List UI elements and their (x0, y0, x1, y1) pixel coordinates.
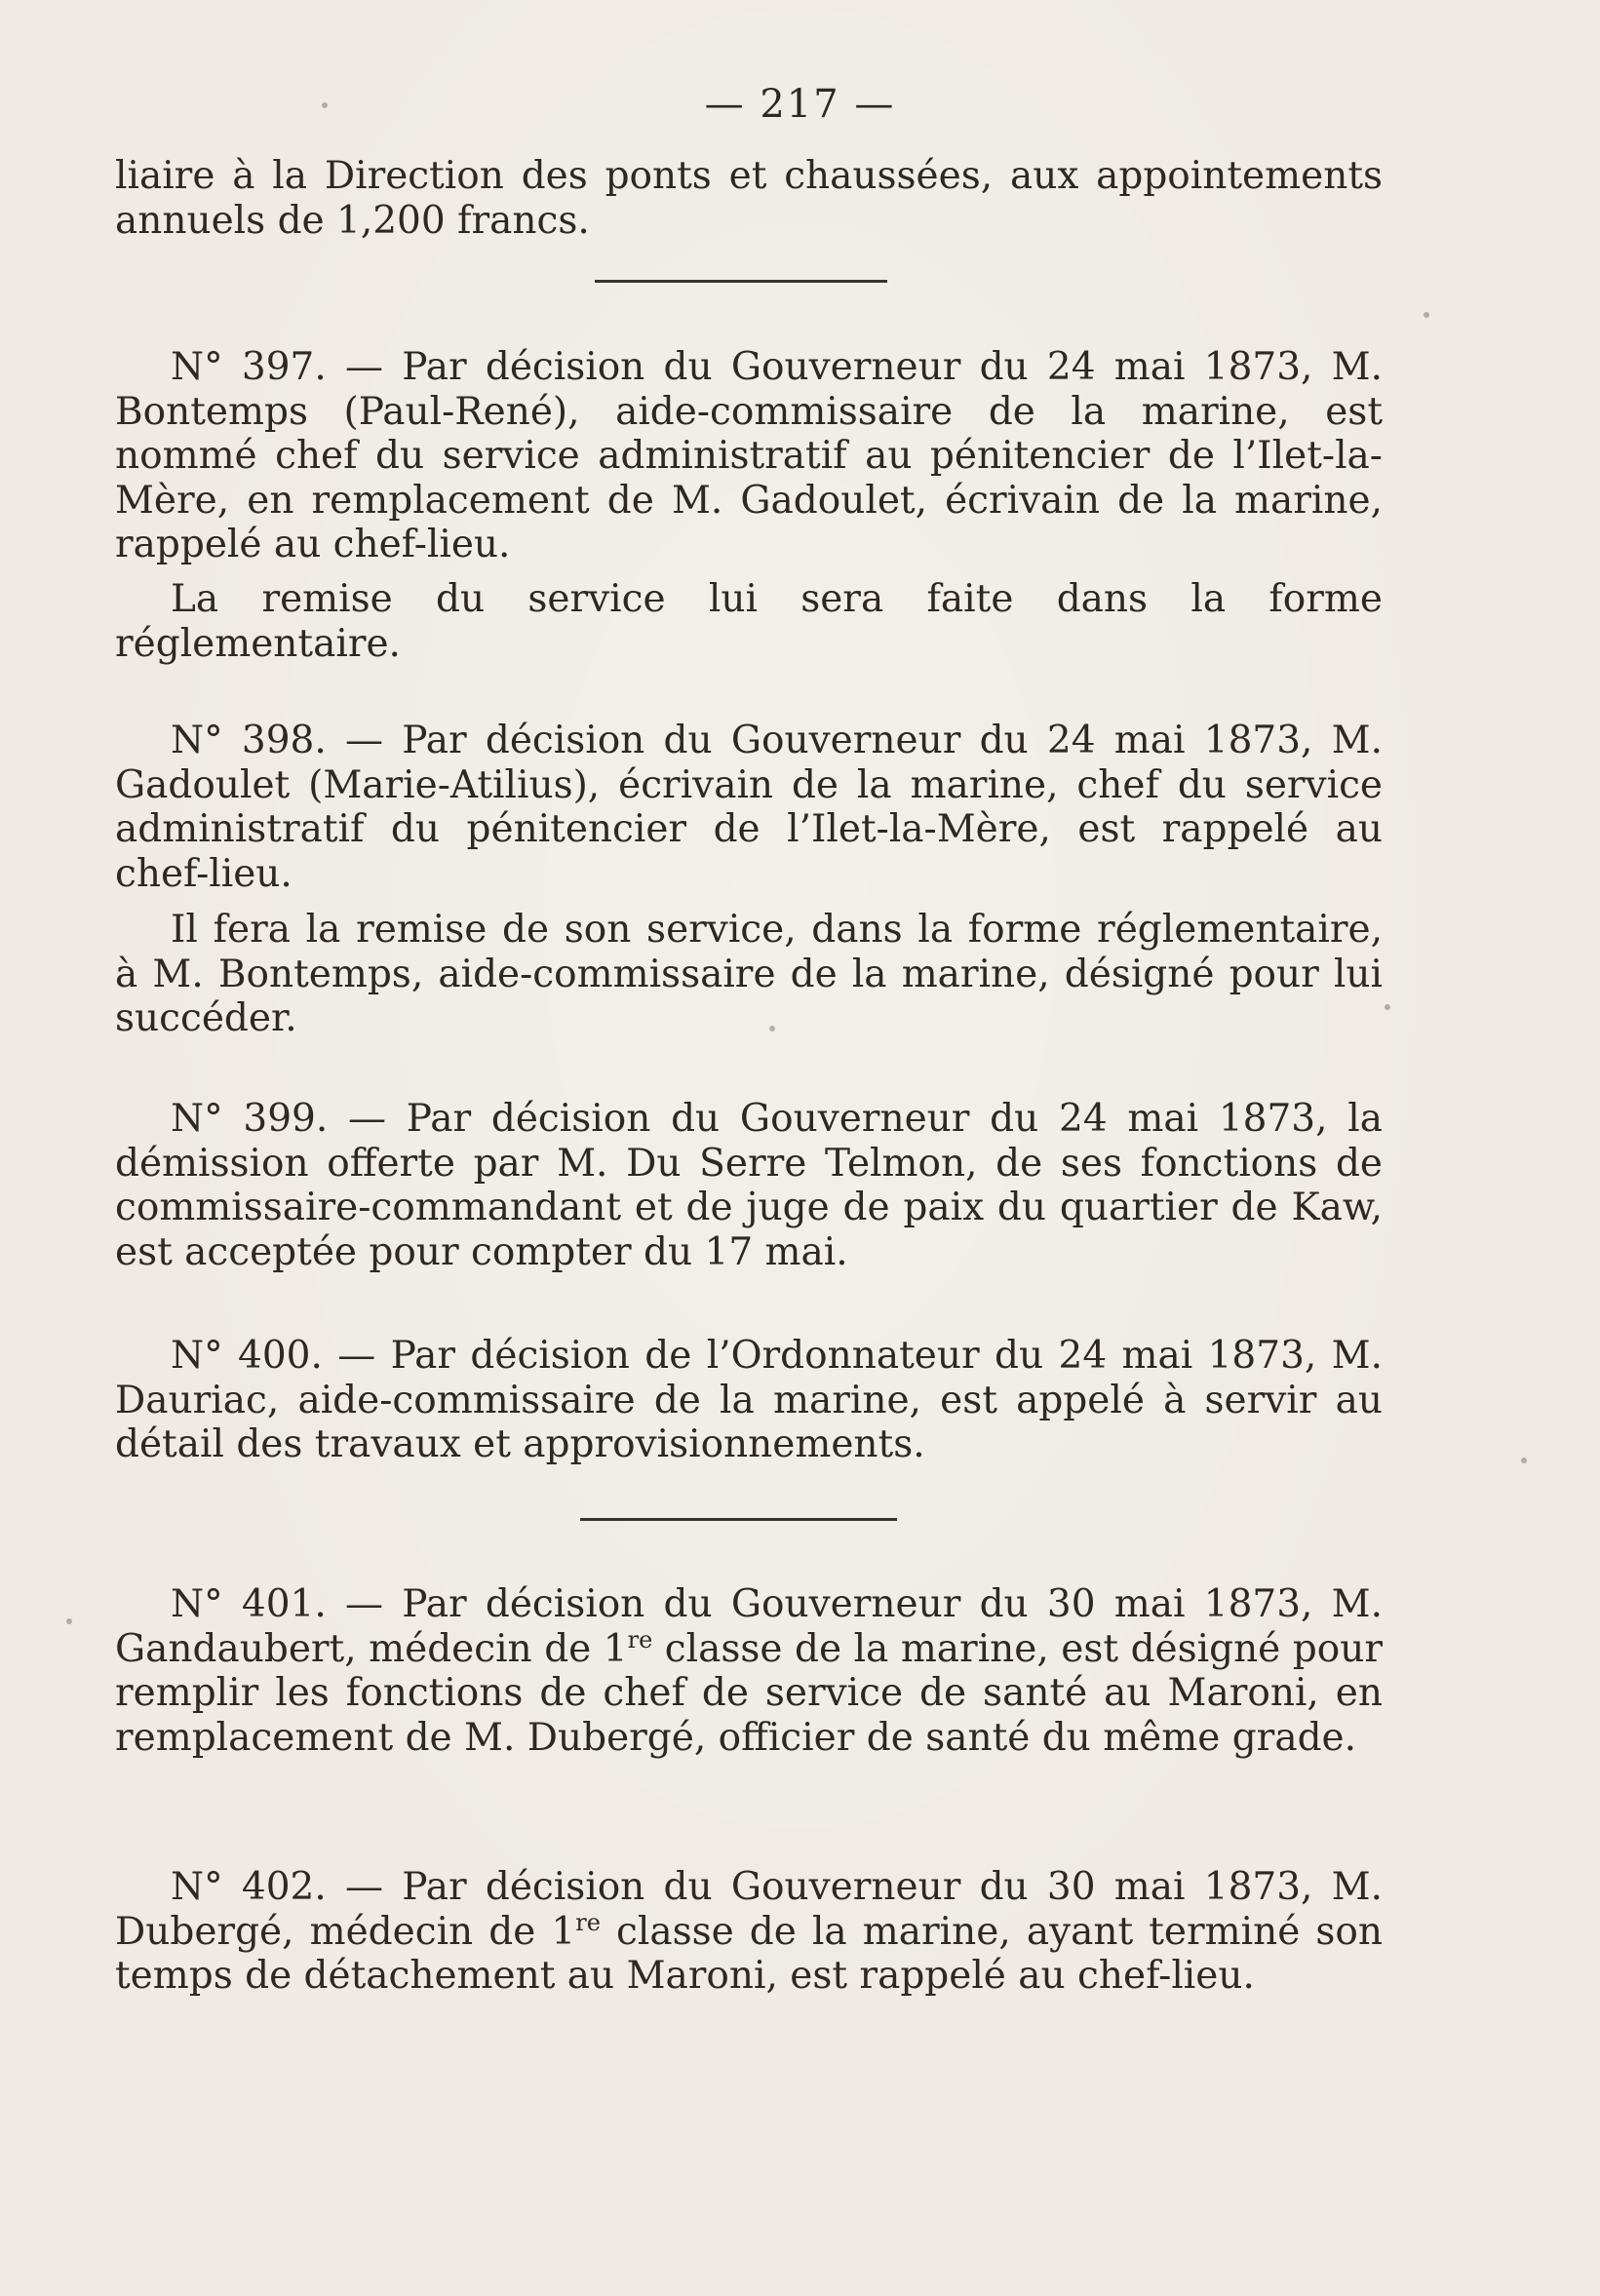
decision-397-remark: La remise du service lui sera faite dans la forme réglementaire. (115, 577, 1383, 666)
decision-398-remark: Il fera la remise de son service, dans la forme réglementaire, à M. Bontemps, aide-commissaire de la marine, désigné pour lui succéder. (115, 908, 1383, 1040)
paper-speck (322, 102, 328, 108)
decision-397-paragraph: N° 397. — Par décision du Gouverneur du 24 mai 1873, M. Bontemps (Paul-René), aide-commissaire de la marine, est nommé chef du service administratif au pénitencier de l’Ilet-la-Mère, en remplacement de M. Gadoulet, écrivain de la marine, rappelé au chef-lieu. (115, 345, 1383, 566)
page-number: — 217 — (704, 82, 896, 127)
decision-400-paragraph: N° 400. — Par décision de l’Ordonnateur du 24 mai 1873, M. Dauriac, aide-commissaire de la marine, est appelé à servir au détail des travaux et approvisionnements. (115, 1334, 1383, 1466)
decision-398-paragraph: N° 398. — Par décision du Gouverneur du 24 mai 1873, M. Gadoulet (Marie-Atilius), écrivain de la marine, chef du service administratif du pénitencier de l’Ilet-la-Mère, est rappelé au chef-lieu. (115, 719, 1383, 896)
decision-401-paragraph (115, 1582, 1383, 1760)
paper-speck (769, 1026, 775, 1031)
paper-speck (1385, 1004, 1390, 1010)
decision-402-paragraph (115, 1865, 1383, 1999)
paper-speck (1521, 1458, 1527, 1463)
section-divider (580, 1518, 897, 1521)
section-divider (595, 280, 887, 283)
paper-speck (66, 1618, 72, 1624)
decision-402-text: N° 402. — Par décision du Gouverneur du 30 mai 1873, M. Dubergé, médecin de 1re classe de la marine, ayant terminé son temps de détachement au Maroni, est rappelé au chef-lieu. (115, 1865, 1384, 1998)
decision-401-text: N° 401. — Par décision du Gouverneur du 30 mai 1873, M. Gandaubert, médecin de 1re classe de la marine, est désigné pour remplir les fonctions de chef de service de santé au Maroni, en remplacement de M. Dubergé, officier de santé du même grade. (115, 1582, 1383, 1760)
decision-399-paragraph: N° 399. — Par décision du Gouverneur du 24 mai 1873, la démission offerte par M. Du Serre Telmon, de ses fonctions de commissaire-commandant et de juge de paix du quartier de Kaw, est acceptée pour compter du 17 mai. (115, 1097, 1383, 1274)
paper-speck (1424, 312, 1429, 318)
continuation-paragraph: liaire à la Direction des ponts et chaussées, aux appointements annuels de 1,200 francs. (115, 154, 1383, 243)
